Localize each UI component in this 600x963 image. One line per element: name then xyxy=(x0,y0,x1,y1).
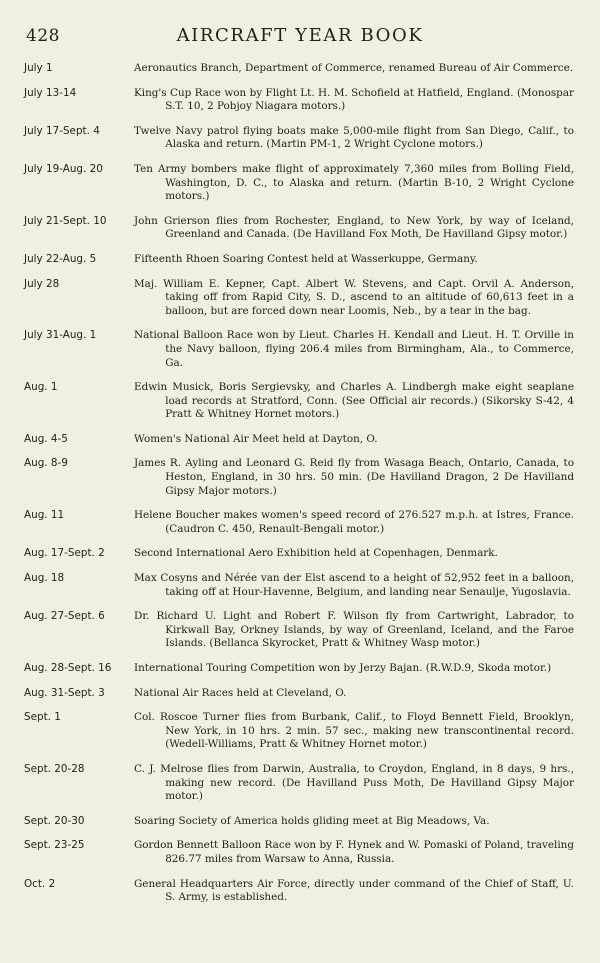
chronology-entry xyxy=(24,572,574,599)
entry-text: Twelve Navy patrol flying boats make 5,000-mile flight from San Diego, Calif., to Alaska and return. (Martin PM-1, 2 Wright Cyclone motors.) xyxy=(134,124,574,151)
chronology-entry xyxy=(24,215,574,242)
chronology-entry xyxy=(24,62,574,76)
entry-text: John Grierson flies from Rochester, England, to New York, by way of Iceland, Greenland and Canada. (De Havilland Fox Moth, De Havilland Gipsy motor.) xyxy=(134,214,574,241)
chronology-entry xyxy=(24,87,574,114)
chronology-entry xyxy=(24,547,574,561)
entry-date: Oct. 2 xyxy=(24,877,56,890)
entry-date: July 1 xyxy=(24,62,53,74)
entry-date: July 28 xyxy=(24,277,60,290)
chronology-entry xyxy=(24,815,574,829)
entry-text: Helene Boucher makes women's speed record of 276.527 m.p.h. at Istres, France. (Caudron C. 450, Renault-Bengali motor.) xyxy=(134,509,574,535)
entry-text: James R. Ayling and Leonard G. Reid fly from Wasaga Beach, Ontario, Canada, to Heston, England, in 30 hrs. 50 min. (De Havilland Dragon, 2 De Havilland Gipsy Major motors.) xyxy=(134,457,574,497)
entry-text: Women's National Air Meet held at Dayton, O. xyxy=(134,432,378,445)
entry-date: Aug. 8-9 xyxy=(24,457,68,470)
entry-text: Aeronautics Branch, Department of Commerce, renamed Bureau of Air Commerce. xyxy=(134,62,574,74)
entry-date: Sept. 20-30 xyxy=(24,814,85,827)
page-number: 428 xyxy=(26,26,60,46)
entry-date: July 21-Sept. 10 xyxy=(24,214,107,227)
entry-date: July 13-14 xyxy=(24,86,77,99)
entry-text: National Balloon Race won by Lieut. Charles H. Kendall and Lieut. H. T. Orville in the Navy balloon, flying 206.4 miles from Birmingham, Ala., to Commerce, Ga. xyxy=(134,329,574,369)
chronology-entry xyxy=(24,329,574,370)
chronology-entry xyxy=(24,610,574,651)
chronology-entry xyxy=(24,839,574,866)
chronology-entry xyxy=(24,687,574,701)
entry-text: Soaring Society of America holds gliding meet at Big Meadows, Va. xyxy=(134,814,490,827)
chronology-entry xyxy=(24,125,574,152)
entry-text: Col. Roscoe Turner flies from Burbank, Calif., to Floyd Bennett Field, Brooklyn, New York, in 10 hrs. 2 min. 57 sec., making new transcontinental record. (Wedell-Williams, Pratt & Whitney Hornet motor.) xyxy=(134,711,574,751)
entry-date: Sept. 20-28 xyxy=(24,762,85,775)
chronology-entry xyxy=(24,509,574,536)
chronology-entry xyxy=(24,253,574,267)
entry-text: Ten Army bombers make flight of approximately 7,360 miles from Bolling Field, Washington, D. C., to Alaska and return. (Martin B-10, 2 Wright Cyclone motors.) xyxy=(134,162,574,203)
entry-date: Aug. 18 xyxy=(24,572,65,585)
chronology-entry xyxy=(24,278,574,319)
chronology-entry xyxy=(24,433,574,447)
entry-text: General Headquarters Air Force, directly under command of the Chief of Staff, U. S. Army, is established. xyxy=(134,877,574,904)
chronology-entry xyxy=(24,662,574,676)
chronology-entry xyxy=(24,763,574,804)
entry-text: Maj. William E. Kepner, Capt. Albert W. Stevens, and Capt. Orvil A. Anderson, taking off from Rapid City, S. D., ascend to an altitude of 60,613 feet in a balloon, but are forced down near Loomis, Neb., by a tear in the bag. xyxy=(134,277,574,317)
entry-date: Aug. 4-5 xyxy=(24,432,68,445)
entry-text: National Air Races held at Cleveland, O. xyxy=(134,686,347,699)
entry-text: Edwin Musick, Boris Sergievsky, and Charles A. Lindbergh make eight seaplane load records at Stratford, Conn. (See Official air records.) (Sikorsky S-42, 4 Pratt & Whitney Hornet motors.) xyxy=(134,381,574,421)
chronology-entry xyxy=(24,381,574,422)
chronology-entry xyxy=(24,163,574,204)
entry-text: King's Cup Race won by Flight Lt. H. M. Schofield at Hatfield, England. (Monospar S.T. 10, 2 Pobjoy Niagara motors.) xyxy=(134,86,574,113)
entry-text: Fifteenth Rhoen Soaring Contest held at Wasserkuppe, Germany. xyxy=(134,252,478,265)
entry-date: Aug. 1 xyxy=(24,381,58,394)
entry-date: July 31-Aug. 1 xyxy=(24,329,97,342)
entry-date: July 22-Aug. 5 xyxy=(24,252,97,265)
chronology-entry xyxy=(24,878,574,905)
chronology-entry xyxy=(24,457,574,498)
entry-date: July 19-Aug. 20 xyxy=(24,162,103,175)
entry-text: Max Cosyns and Nérée van der Elst ascend to a height of 52,952 feet in a balloon, taking off at Hour-Havenne, Belgium, and landing near Senaulje, Yugoslavia. xyxy=(134,572,574,598)
entry-date: Aug. 31-Sept. 3 xyxy=(24,686,105,699)
entry-text: C. J. Melrose flies from Darwin, Australia, to Croydon, England, in 8 days, 9 hrs., making new record. (De Havilland Puss Moth, De Havilland Gipsy Major motor.) xyxy=(134,762,574,803)
entry-date: Aug. 11 xyxy=(24,509,65,522)
entry-date: Aug. 27-Sept. 6 xyxy=(24,610,105,623)
entry-text: Gordon Bennett Balloon Race won by F. Hynek and W. Pomaski of Poland, traveling 826.77 miles from Warsaw to Anna, Russia. xyxy=(134,839,574,865)
entry-date: July 17-Sept. 4 xyxy=(24,124,100,137)
entry-text: Dr. Richard U. Light and Robert F. Wilson fly from Cartwright, Labrador, to Kirkwall Bay, Orkney Islands, by way of Greenland, Iceland, and the Faroe Islands. (Bellanca Skyrocket, Pratt & Whitney Wasp motor.) xyxy=(134,610,574,650)
entry-text: Second International Aero Exhibition held at Copenhagen, Denmark. xyxy=(134,547,498,560)
entry-text: International Touring Competition won by Jerzy Bajan. (R.W.D.9, Skoda motor.) xyxy=(134,662,552,674)
chronology-entry xyxy=(24,711,574,752)
page-title: AIRCRAFT YEAR BOOK xyxy=(176,25,424,46)
entry-date: Aug. 17-Sept. 2 xyxy=(24,547,105,560)
chronology-list xyxy=(24,62,574,905)
entry-date: Sept. 23-25 xyxy=(24,839,85,852)
entry-date: Aug. 28-Sept. 16 xyxy=(24,662,112,674)
entry-date: Sept. 1 xyxy=(24,711,61,724)
